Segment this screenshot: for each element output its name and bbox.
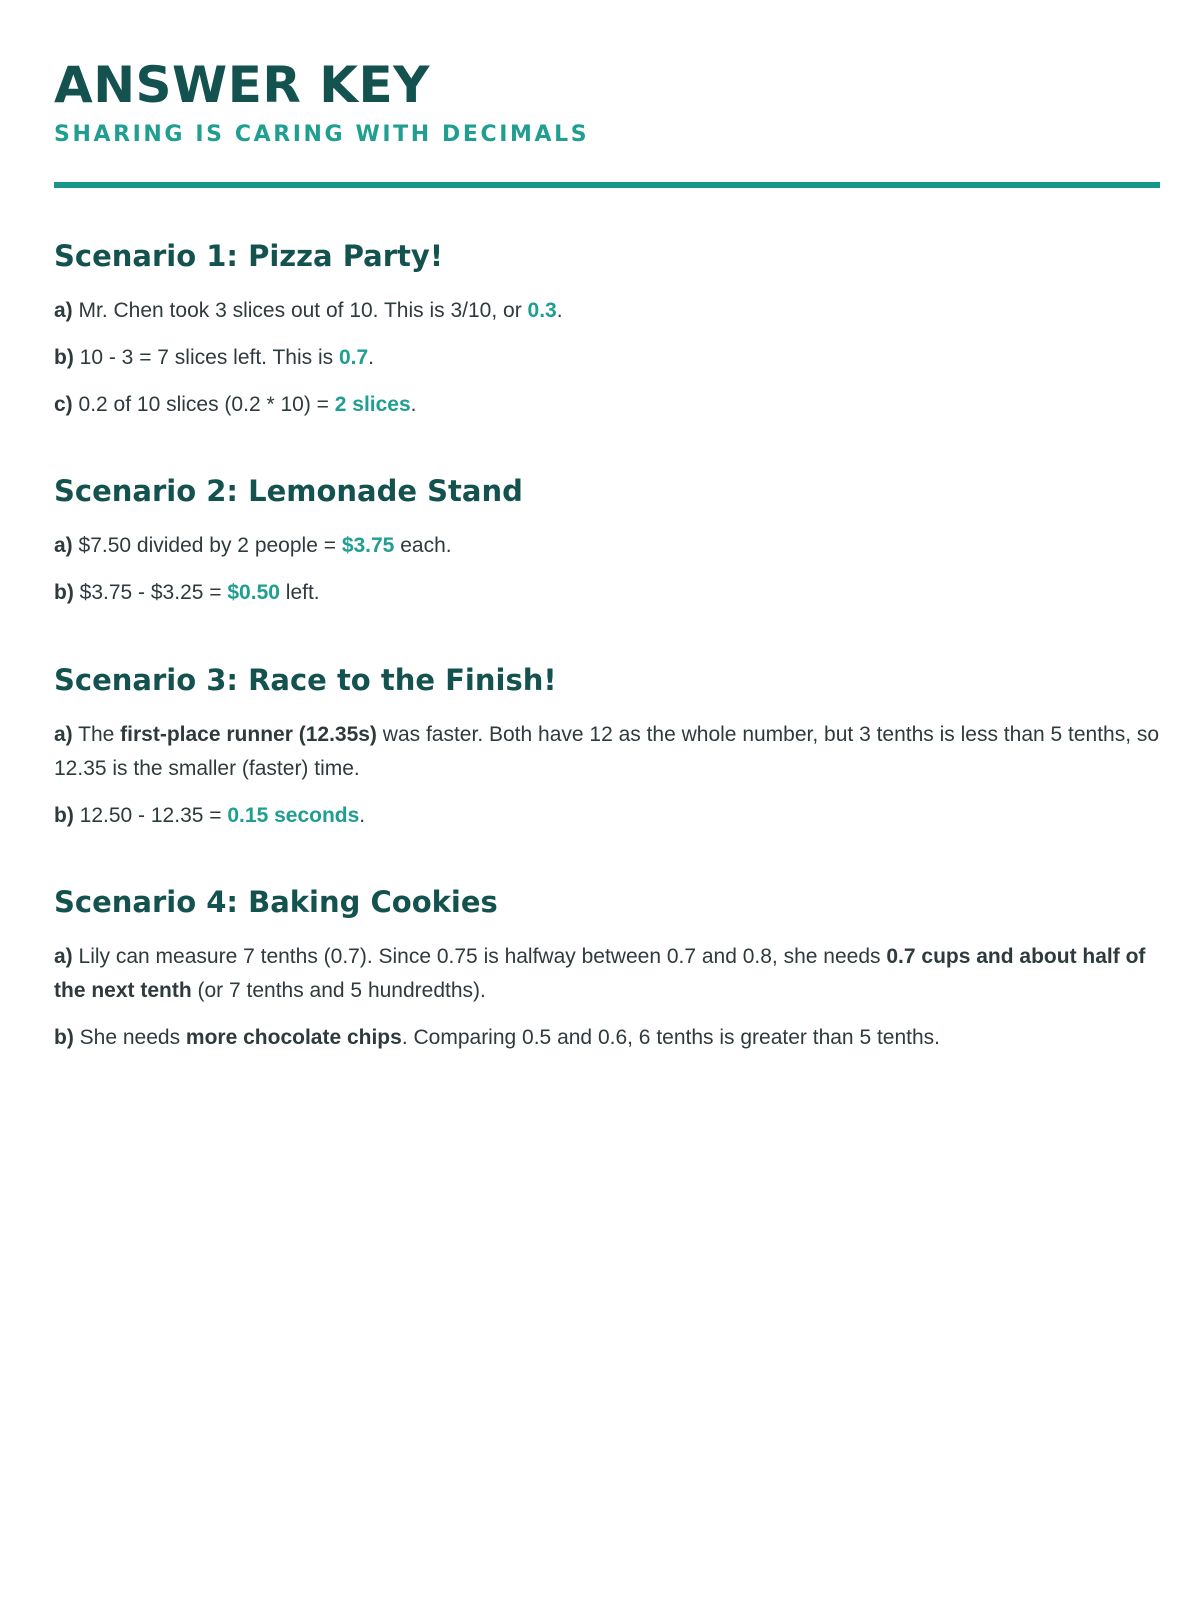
answer-item [54, 940, 1160, 1008]
answer-item [54, 529, 1160, 563]
answer-emphasis: more chocolate chips [185, 1026, 402, 1049]
answer-item [54, 294, 1160, 328]
answer-text: $7.50 divided by 2 people = [72, 534, 342, 557]
answer-label: a) [54, 534, 73, 557]
answer-label: a) [54, 945, 73, 968]
answer-text: 12.50 - 12.35 = [73, 804, 228, 827]
scenario-3 [54, 662, 1160, 846]
answer-text: was faster. Both have 12 as the whole number, but 3 tenths is less than 5 tenths, so 12.35 is the smaller (faster) time. [54, 723, 1160, 780]
scenario-1 [54, 238, 1160, 435]
answer-text: Lily can measure 7 tenths (0.7). Since 0.75 is halfway between 0.7 and 0.8, she needs [72, 945, 887, 968]
answer-item [54, 1021, 1160, 1055]
scenario-title: Scenario 4: Baking Cookies [54, 885, 498, 919]
answer-text: each. [394, 534, 452, 557]
answer-item [54, 388, 1160, 422]
answer-label: b) [54, 804, 74, 827]
answer-highlight: $0.50 [227, 581, 280, 604]
answer-text: She needs [73, 1026, 186, 1049]
answer-highlight: 0.3 [527, 299, 557, 322]
scenario-4 [54, 884, 1160, 1068]
scenario-title: Scenario 2: Lemonade Stand [54, 474, 523, 508]
answer-highlight: 0.15 seconds [227, 804, 360, 827]
answer-emphasis: 0.7 cups and about half of the next tenth [54, 945, 1146, 1002]
answer-text: Mr. Chen took 3 slices out of 10. This is 3/10, or [72, 299, 528, 322]
answer-text: 10 - 3 = 7 slices left. This is [73, 346, 339, 369]
answer-text: left. [279, 581, 320, 604]
header-divider [54, 182, 1160, 188]
scenario-title: Scenario 1: Pizza Party! [54, 239, 444, 273]
answer-text: . [368, 346, 375, 369]
answer-item [54, 576, 1160, 610]
answer-text: The [72, 723, 121, 746]
answer-text: . [359, 804, 366, 827]
scenario-title: Scenario 3: Race to the Finish! [54, 663, 557, 697]
page-title: ANSWER KEY [54, 56, 430, 114]
scenario-2 [54, 473, 1160, 623]
answer-item [54, 718, 1160, 786]
answer-item [54, 341, 1160, 375]
answer-label: a) [54, 723, 73, 746]
answer-text: . Comparing 0.5 and 0.6, 6 tenths is greater than 5 tenths. [401, 1026, 940, 1049]
page-subtitle: SHARING IS CARING WITH DECIMALS [54, 122, 590, 147]
answer-label: c) [54, 393, 73, 416]
answer-label: a) [54, 299, 73, 322]
answer-text: 0.2 of 10 slices (0.2 * 10) = [72, 393, 335, 416]
answer-text: . [410, 393, 417, 416]
answer-highlight: $3.75 [341, 534, 395, 557]
answer-label: b) [54, 1026, 74, 1049]
answer-label: b) [54, 581, 74, 604]
answer-item [54, 799, 1160, 833]
answer-highlight: 2 slices [334, 393, 411, 416]
answer-label: b) [54, 346, 74, 369]
answer-text: $3.75 - $3.25 = [73, 581, 228, 604]
answer-emphasis: first-place runner (12.35s) [120, 723, 377, 746]
answer-text: . [556, 299, 563, 322]
answer-text: (or 7 tenths and 5 hundredths). [191, 979, 486, 1002]
answer-highlight: 0.7 [338, 346, 369, 369]
